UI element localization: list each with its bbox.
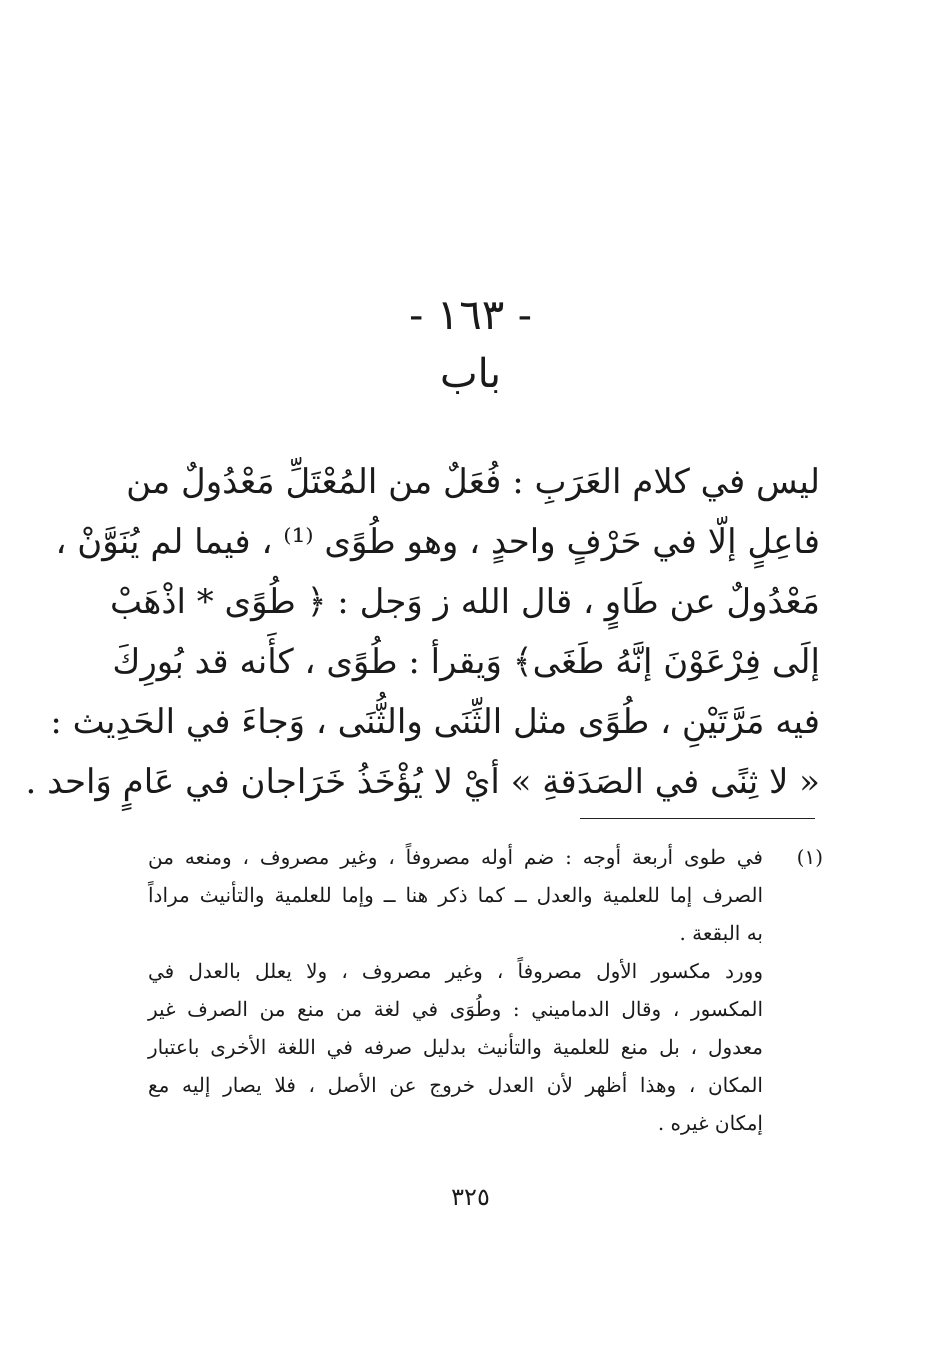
footnote-line: إمكان غيره .	[657, 1111, 763, 1135]
main-line: فاعِلٍ إلّا في حَرْفٍ واحدٍ ، وهو طُوًى ⁽¹⁾ ، فيما لم يُنَوَّنْ ،	[55, 522, 820, 562]
footnote-line: معدول ، بل منع للعلمية والتأنيث بدليل صرفه في اللغة الأخرى باعتبار	[148, 1035, 763, 1059]
main-line: مَعْدُولٌ عن طَاوٍ ، قال الله ز وَجل : ﴿ طُوًى * اذْهَبْ	[110, 582, 820, 622]
main-line: إلَى فِرْعَوْنَ إنَّهُ طَغَى﴾ وَيقرأ : طُوًى ، كأَنه قد بُورِكَ	[112, 642, 820, 682]
footnote-marker: (١)	[796, 845, 823, 869]
main-line: « لا ثِنًى في الصَدَقةِ » أيْ لا يُؤْخَذُ خَرَاجان في عَامٍ وَاحد .	[25, 762, 820, 802]
footnote-line: الصرف إما للعلمية والعدل ــ كما ذكر هنا ــ وإما للعلمية والتأنيث مراداً	[148, 883, 763, 907]
footnote-line: المكسور ، وقال الدماميني : وطُوَى في لغة من منع من الصرف غير	[148, 997, 763, 1021]
footnote-line: وورد مكسور الأول مصروفاً ، وغير مصروف ، ولا يعلل بالعدل في	[148, 959, 763, 983]
footnote-line: به البقعة .	[679, 921, 763, 945]
footnotes	[148, 838, 823, 1142]
chapter-title: باب	[440, 351, 501, 397]
footnote-line: المكان ، وهذا أظهر لأن العدل خروج عن الأصل ، فلا يصار إليه مع	[148, 1073, 763, 1097]
footnote-1	[148, 838, 823, 952]
main-line: فيه مَرَّتَيْنِ ، طُوًى مثل الثِّنَى والثُّنَى ، وَجاءَ في الحَدِيث :	[50, 702, 820, 742]
footnote-separator	[580, 818, 815, 819]
footnote-1-continued	[148, 952, 823, 1142]
footnote-line: في طوى أربعة أوجه : ضم أوله مصروفاً ، وغير مصروف ، ومنعه من	[148, 845, 763, 869]
main-line: ليس في كلام العَرَبِ : فُعَلٌ من المُعْتَلِّ مَعْدُولٌ من	[126, 462, 820, 502]
chapter-number: - ١٦٣ -	[409, 290, 532, 339]
main-paragraph	[25, 452, 820, 812]
page-number: ٣٢٥	[451, 1183, 490, 1211]
